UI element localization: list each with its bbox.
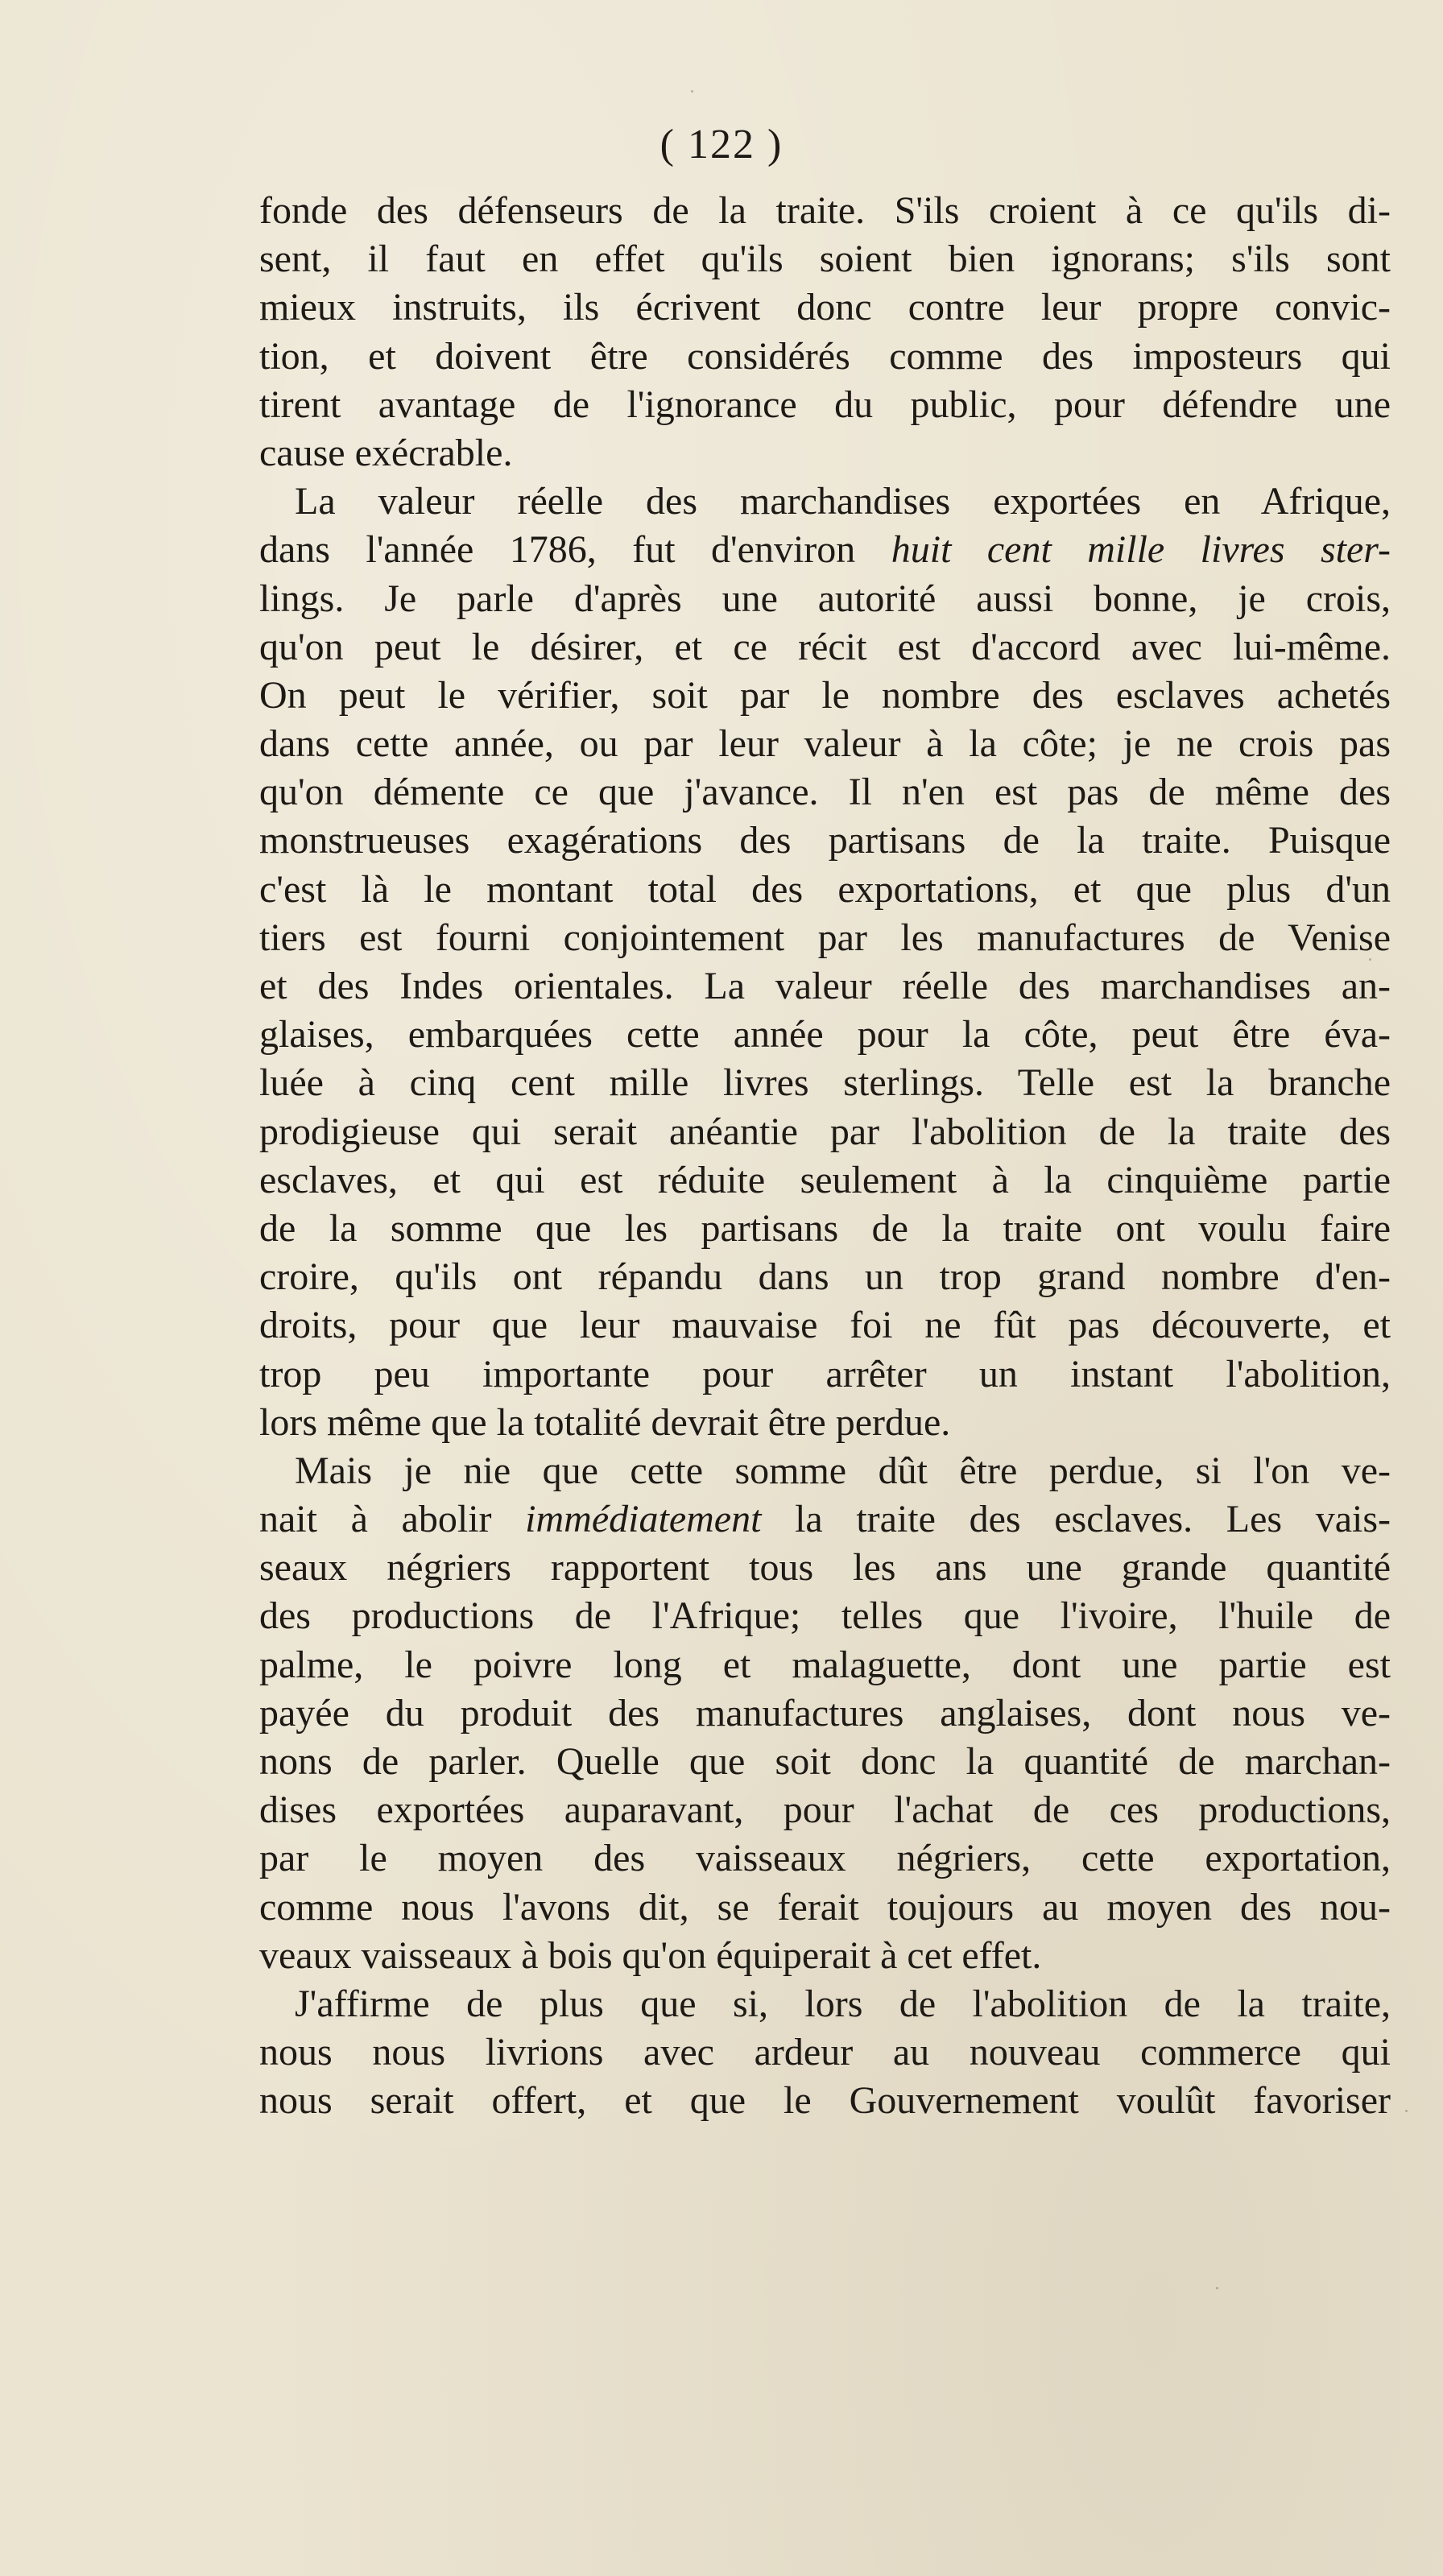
text-line: payée du produit des manufactures anglaises, dont nous ve- xyxy=(259,1691,1391,1735)
text-line: luée à cinq cent mille livres sterlings. Telle est la branche xyxy=(259,1061,1391,1105)
text-line: glaises, embarquées cette année pour la côte, peut être éva- xyxy=(259,1013,1391,1056)
body-text xyxy=(259,187,1391,2126)
text-segment: nait à abolir xyxy=(259,1498,492,1541)
text-line: seaux négriers rapportent tous les ans une grande quantité xyxy=(259,1546,1391,1590)
text-line: droits, pour que leur mauvaise foi ne fût pas découverte, et xyxy=(259,1304,1391,1347)
text-line: On peut le vérifier, soit par le nombre des esclaves achetés xyxy=(259,673,1391,717)
text-line: prodigieuse qui serait anéantie par l'abolition de la traite des xyxy=(259,1110,1391,1153)
text-line: cause exécrable. xyxy=(259,431,513,474)
text-line: esclaves, et qui est réduite seulement à la cinquième partie xyxy=(259,1158,1391,1201)
text-line: et des Indes orientales. La valeur réelle des marchandises an- xyxy=(259,965,1391,1007)
text-line: c'est là le montant total des exportations, et que plus d'un xyxy=(259,867,1391,911)
text-line: nous serait offert, et que le Gouvernement voulût favoriser xyxy=(259,2079,1391,2123)
text-line: La valeur réelle des marchandises exportées en Afrique, xyxy=(295,480,1391,523)
text-line: lors même que la totalité devrait être perdue. xyxy=(259,1400,951,1444)
text-line: qu'on peut le désirer, et ce récit est d'accord avec lui-même. xyxy=(259,625,1391,668)
italic-word: immédiatement xyxy=(525,1498,762,1541)
text-line: nous nous livrions avec ardeur au nouveau commerce qui xyxy=(259,2031,1391,2074)
text-line: comme nous l'avons dit, se ferait toujours au moyen des nou- xyxy=(259,1885,1391,1929)
paper-speck xyxy=(1405,2110,1408,2112)
text-line: trop peu importante pour arrêter un instant l'abolition, xyxy=(259,1352,1391,1396)
text-line: mieux instruits, ils écrivent donc contre leur propre convic- xyxy=(259,286,1391,329)
text-line-mixed xyxy=(259,1495,1391,1544)
text-segment: la traite des esclaves. Les vais- xyxy=(795,1498,1391,1541)
text-line: de la somme que les partisans de la traite ont voulu faire xyxy=(259,1206,1391,1250)
text-line: veaux vaisseaux à bois qu'on équiperait à cet effet. xyxy=(259,1933,1042,1977)
text-line: palme, le poivre long et malaguette, dont une partie est xyxy=(259,1643,1391,1686)
text-line: tirent avantage de l'ignorance du public, pour défendre une xyxy=(259,382,1391,426)
text-line: fonde des défenseurs de la traite. S'ils croient à ce qu'ils di- xyxy=(259,189,1391,232)
text-line: nons de parler. Quelle que soit donc la quantité de marchan- xyxy=(259,1740,1391,1783)
text-segment: dans l'année 1786, fut d'environ xyxy=(259,528,856,572)
text-line: par le moyen des vaisseaux négriers, cette exportation, xyxy=(259,1837,1391,1880)
page-number: ( 122 ) xyxy=(659,122,784,167)
paper-speck xyxy=(1216,2287,1218,2289)
text-line: monstrueuses exagérations des partisans de la traite. Puisque xyxy=(259,819,1391,862)
text-line: tion, et doivent être considérés comme des imposteurs qui xyxy=(259,334,1391,378)
text-line: dans cette année, ou par leur valeur à la côte; je ne crois pas xyxy=(259,722,1391,766)
text-line: Mais je nie que cette somme dût être perdue, si l'on ve- xyxy=(295,1449,1391,1492)
text-line: J'affirme de plus que si, lors de l'abolition de la traite, xyxy=(295,1982,1391,2025)
text-line: des productions de l'Afrique; telles que l'ivoire, l'huile de xyxy=(259,1594,1391,1638)
text-line: croire, qu'ils ont répandu dans un trop grand nombre d'en- xyxy=(259,1255,1391,1299)
text-line: qu'on démente ce que j'avance. Il n'en est pas de même des xyxy=(259,771,1391,814)
text-line: sent, il faut en effet qu'ils soient bien ignorans; s'ils sont xyxy=(259,238,1391,281)
text-line: tiers est fourni conjointement par les manufactures de Venise xyxy=(259,916,1391,959)
italic-phrase: huit cent mille livres ster- xyxy=(891,528,1391,572)
paper-speck xyxy=(691,90,693,93)
text-line: lings. Je parle d'après une autorité aussi bonne, je crois, xyxy=(259,577,1391,620)
text-line: dises exportées auparavant, pour l'achat de ces productions, xyxy=(259,1788,1391,1832)
text-line-mixed xyxy=(259,526,1391,574)
